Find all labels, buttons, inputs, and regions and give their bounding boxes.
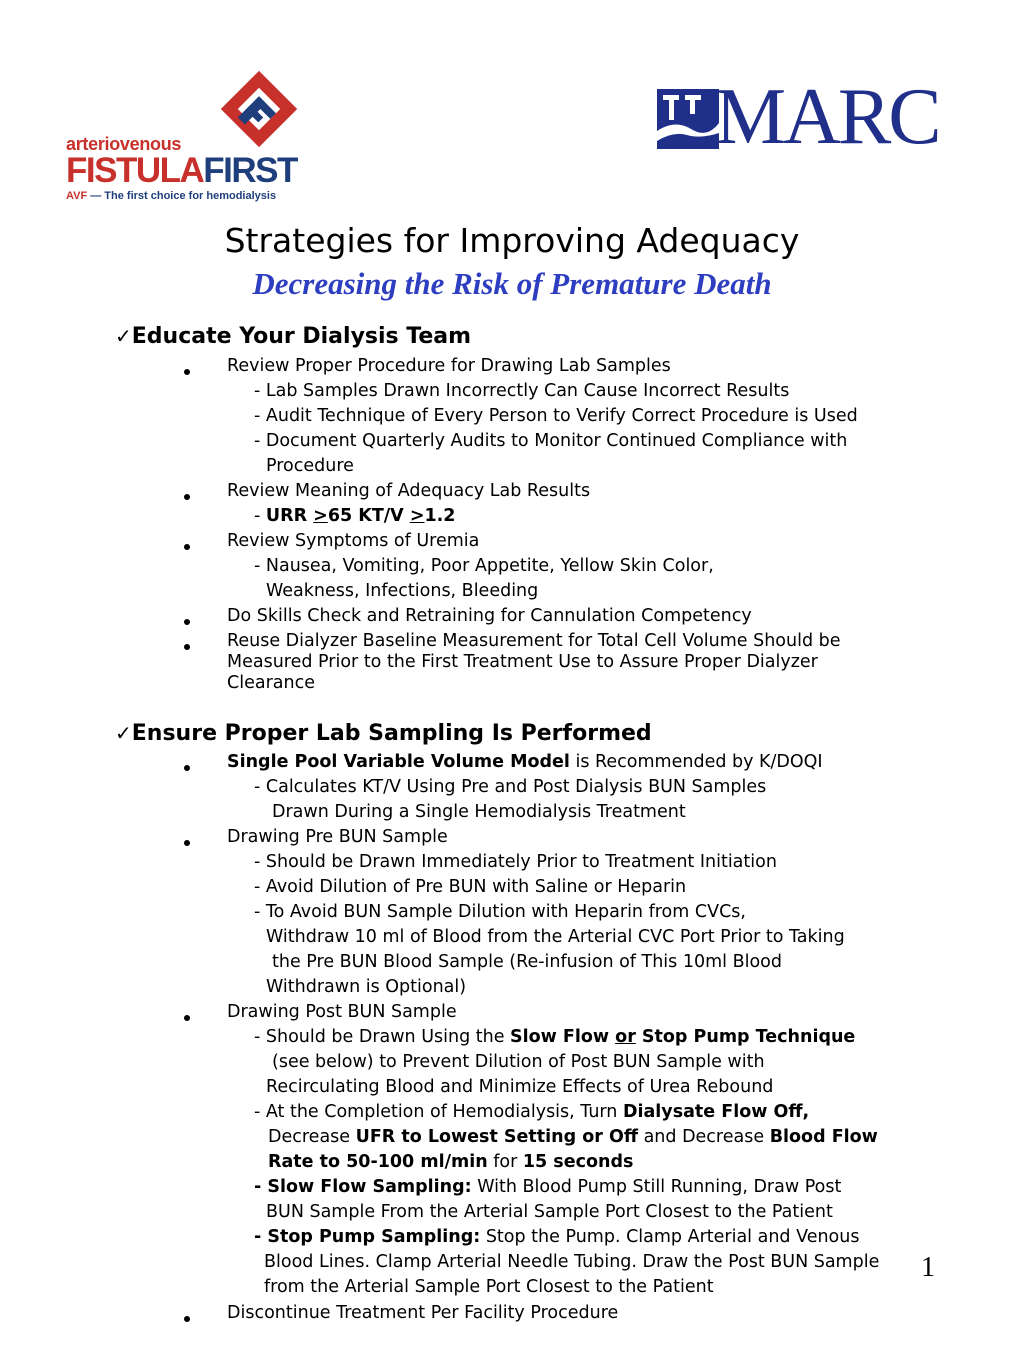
section-heading-ensure: ✓Ensure Proper Lab Sampling Is Performed bbox=[115, 721, 652, 746]
marc-wordmark: MARC bbox=[715, 73, 939, 161]
list-item: Drawing Pre BUN Sample bbox=[227, 827, 448, 847]
sub-item-continuation: Decrease UFR to Lowest Setting or Off and Decrease Blood Flow bbox=[268, 1127, 878, 1147]
bullet-icon bbox=[184, 840, 190, 846]
fistula-first-logo bbox=[66, 66, 301, 208]
sub-item-continuation: the Pre BUN Blood Sample (Re-infusion of This 10ml Blood bbox=[272, 952, 782, 972]
bullet-icon bbox=[184, 1316, 190, 1322]
sub-item: - Should be Drawn Using the Slow Flow or Stop Pump Technique bbox=[254, 1027, 856, 1047]
bullet-icon bbox=[184, 765, 190, 771]
bullet-icon bbox=[184, 619, 190, 625]
sub-item: - Document Quarterly Audits to Monitor Continued Compliance with bbox=[254, 431, 848, 451]
list-item-continuation: Measured Prior to the First Treatment Use to Assure Proper Dialyzer bbox=[227, 652, 818, 672]
list-item: Review Symptoms of Uremia bbox=[227, 531, 480, 551]
sub-item: - Stop Pump Sampling: Stop the Pump. Clamp Arterial and Venous bbox=[254, 1227, 860, 1247]
list-item: Review Meaning of Adequacy Lab Results bbox=[227, 481, 591, 501]
sub-item-continuation: Rate to 50-100 ml/min for 15 seconds bbox=[268, 1152, 634, 1172]
list-item-continuation: Clearance bbox=[227, 673, 315, 693]
sub-item: - Calculates KT/V Using Pre and Post Dialysis BUN Samples bbox=[254, 777, 767, 797]
sub-item-continuation: Weakness, Infections, Bleeding bbox=[266, 581, 539, 601]
bullet-icon bbox=[184, 1015, 190, 1021]
sub-item: - At the Completion of Hemodialysis, Turn Dialysate Flow Off, bbox=[254, 1102, 810, 1122]
afc-tagline: AVF — The first choice for hemodialysis bbox=[66, 190, 277, 202]
sub-item-continuation: BUN Sample From the Arterial Sample Port Closest to the Patient bbox=[266, 1202, 833, 1222]
marc-logo bbox=[657, 73, 952, 161]
bullet-icon bbox=[184, 369, 190, 375]
sub-item-continuation: Drawn During a Single Hemodialysis Treatment bbox=[272, 802, 686, 822]
sub-item-continuation: Blood Lines. Clamp Arterial Needle Tubing. Draw the Post BUN Sample bbox=[264, 1252, 880, 1272]
sub-item-continuation: Withdrawn is Optional) bbox=[266, 977, 467, 997]
page-number: 1 bbox=[921, 1252, 935, 1283]
list-item: Discontinue Treatment Per Facility Procedure bbox=[227, 1303, 619, 1323]
sub-item: - Lab Samples Drawn Incorrectly Can Cause Incorrect Results bbox=[254, 381, 790, 401]
list-item: Single Pool Variable Volume Model is Recommended by K/DOQI bbox=[227, 752, 823, 772]
sub-item: - Nausea, Vomiting, Poor Appetite, Yellow Skin Color, bbox=[254, 556, 714, 576]
sub-item-continuation: Procedure bbox=[266, 456, 354, 476]
sub-item: - Audit Technique of Every Person to Verify Correct Procedure is Used bbox=[254, 406, 858, 426]
section-heading-educate: ✓Educate Your Dialysis Team bbox=[115, 324, 472, 349]
sub-item-continuation: (see below) to Prevent Dilution of Post BUN Sample with bbox=[272, 1052, 765, 1072]
sub-item: - To Avoid BUN Sample Dilution with Heparin from CVCs, bbox=[254, 902, 746, 922]
page-title: Strategies for Improving Adequacy bbox=[224, 221, 800, 260]
sub-item-continuation: from the Arterial Sample Port Closest to the Patient bbox=[264, 1277, 714, 1297]
bullet-icon bbox=[184, 644, 190, 650]
adequacy-targets: - URR >65 KT/V >1.2 bbox=[254, 506, 456, 526]
list-item: Drawing Post BUN Sample bbox=[227, 1002, 457, 1022]
sub-item: - Should be Drawn Immediately Prior to Treatment Initiation bbox=[254, 852, 777, 872]
list-item: Reuse Dialyzer Baseline Measurement for Total Cell Volume Should be bbox=[227, 631, 841, 651]
checkmark-icon: ✓ bbox=[115, 721, 132, 745]
bullet-icon bbox=[184, 544, 190, 550]
sub-item-continuation: Withdraw 10 ml of Blood from the Arterial CVC Port Prior to Taking bbox=[266, 927, 845, 947]
sub-item: - Avoid Dilution of Pre BUN with Saline or Heparin bbox=[254, 877, 687, 897]
fistula-first-f-icon bbox=[216, 66, 302, 152]
list-item: Do Skills Check and Retraining for Cannulation Competency bbox=[227, 606, 752, 626]
sub-item-continuation: Recirculating Blood and Minimize Effects of Urea Rebound bbox=[266, 1077, 774, 1097]
list-item: Review Proper Procedure for Drawing Lab Samples bbox=[227, 356, 671, 376]
afc-fistula-first-text: FISTULAFIRST bbox=[66, 151, 297, 190]
page-subtitle: Decreasing the Risk of Premature Death bbox=[252, 266, 772, 301]
checkmark-icon: ✓ bbox=[115, 324, 132, 348]
afc-arteriovenous-text: arteriovenous bbox=[66, 134, 182, 154]
bullet-icon bbox=[184, 494, 190, 500]
marc-emblem-icon bbox=[657, 89, 719, 149]
sub-item: - Slow Flow Sampling: With Blood Pump Still Running, Draw Post bbox=[254, 1177, 842, 1197]
